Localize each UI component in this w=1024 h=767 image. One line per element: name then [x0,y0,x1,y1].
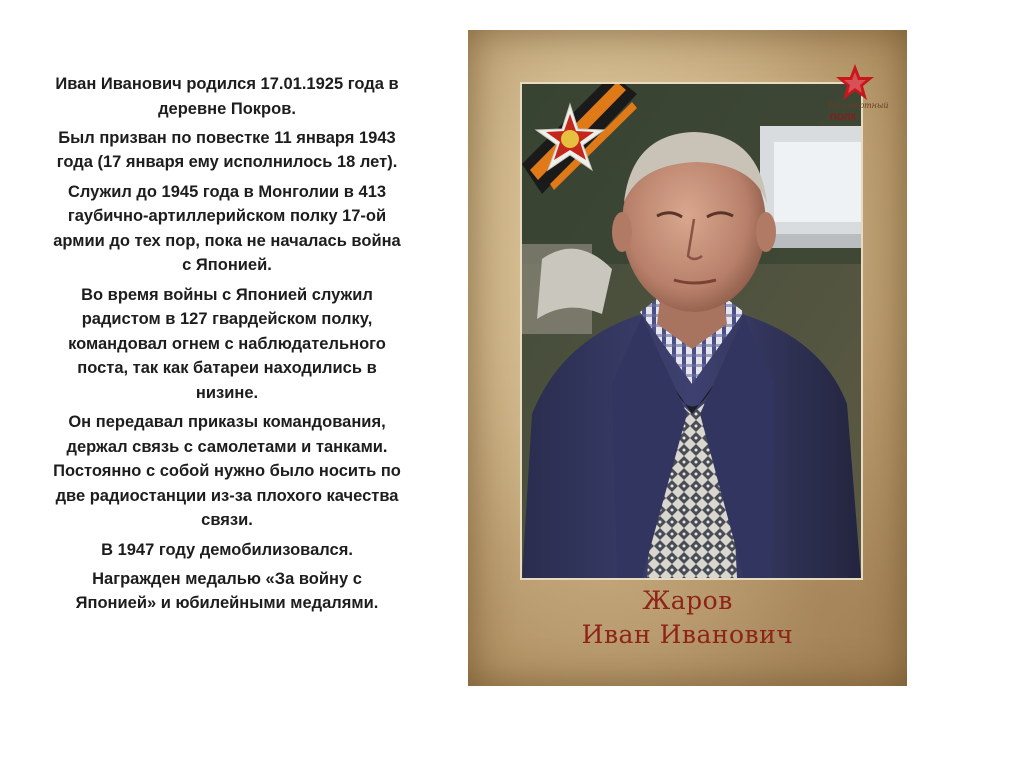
biography-text [52,72,402,621]
bio-paragraph-war-japan: Во время войны с Японией служил радистом в 127 гвардейском полку, командовал огнем с наблюдательного поста, так как батареи находились в низине. [68,285,386,402]
emblem-script-title: Бессмертный [828,101,889,110]
bio-paragraph-awards: Награжден медалью «За войну с Японией» и юбилейными медалями. [75,569,379,613]
memorial-portrait-card [468,30,907,686]
veteran-first-names: Иван Иванович [581,620,794,649]
bio-paragraph-demobilized: В 1947 году демобилизовался. [101,540,353,559]
emblem-regiment-label: ПОЛК [830,112,858,122]
bio-paragraph-mongolia: Служил до 1945 года в Монголии в 413 гаубично-артиллерийском полку 17-ой армии до тех пор, пока не началась война с Японией. [53,182,401,275]
veteran-last-name: Жаров [642,586,733,615]
bio-paragraph-birth: Иван Иванович родился 17.01.1925 года в деревне Покров. [55,75,399,118]
bio-paragraph-conscription: Был призван по повестке 11 января 1943 года (17 января ему исполнилось 18 лет). [56,128,398,172]
bio-paragraph-duties: Он передавал приказы командования, держал связь с самолетами и танками. Постоянно с собой нужно было носить по две радиостанции из-за плохого качества связи. [53,413,401,530]
immortal-regiment-emblem [820,62,890,128]
red-star-icon [835,62,875,102]
veteran-photo [520,82,863,580]
